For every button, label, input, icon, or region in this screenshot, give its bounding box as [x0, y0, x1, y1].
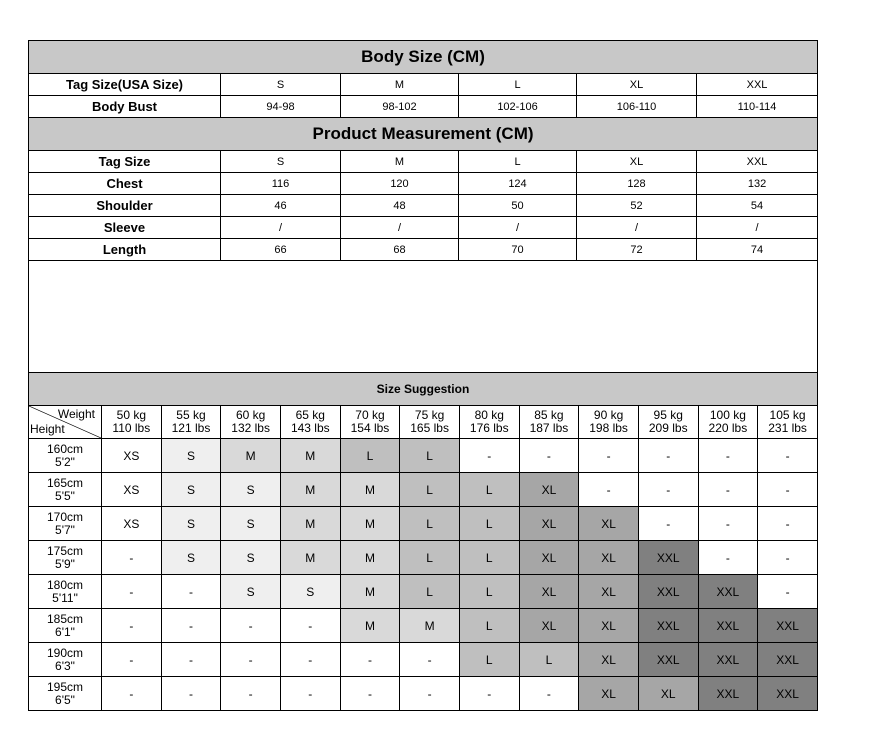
size-cell: S — [161, 473, 221, 507]
measure-cell: 116 — [221, 173, 341, 195]
measure-cell: 110-114 — [697, 96, 818, 118]
weight-header-cell — [340, 406, 400, 439]
weight-lbs: 220 lbs — [708, 421, 748, 435]
size-cell: - — [459, 439, 519, 473]
size-cell: L — [400, 507, 460, 541]
size-cell: XL — [519, 473, 579, 507]
size-cell: - — [579, 439, 639, 473]
product-measurement-row — [29, 217, 818, 239]
weight-lbs: 231 lbs — [768, 421, 807, 435]
height-cm: 185cm — [46, 611, 84, 626]
weight-kg: 75 kg — [414, 408, 445, 422]
weight-header-cell — [280, 406, 340, 439]
size-cell: M — [280, 473, 340, 507]
height-header-cell — [29, 439, 102, 473]
measure-cell: 50 — [459, 195, 577, 217]
body-size-banner — [29, 41, 818, 74]
measure-cell: 98-102 — [341, 96, 459, 118]
height-header-cell — [29, 575, 102, 609]
size-cell: M — [340, 473, 400, 507]
spacer-cell — [29, 261, 818, 373]
size-cell: - — [221, 643, 281, 677]
measure-cell: 94-98 — [221, 96, 341, 118]
weight-header-cell — [221, 406, 281, 439]
measure-cell: / — [341, 217, 459, 239]
size-chart — [28, 40, 817, 711]
row-label: Tag Size(USA Size) — [29, 74, 221, 96]
size-cell: - — [758, 507, 818, 541]
height-row — [29, 541, 818, 575]
size-cell: - — [400, 643, 460, 677]
height-cm: 175cm — [46, 543, 84, 558]
size-cell: - — [280, 609, 340, 643]
size-cell: M — [340, 609, 400, 643]
weight-lbs: 187 lbs — [529, 421, 569, 435]
measure-cell: 102-106 — [459, 96, 577, 118]
size-cell: XXL — [758, 677, 818, 711]
weight-lbs: 132 lbs — [231, 421, 270, 435]
size-cell: M — [400, 609, 460, 643]
size-cell: XL — [579, 507, 639, 541]
measurement-table — [28, 40, 818, 372]
size-suggestion-title: Size Suggestion — [29, 373, 818, 406]
weight-lbs: 110 lbs — [112, 421, 151, 435]
height-ft: 5'7" — [55, 522, 75, 537]
body-size-title: Body Size (CM) — [29, 41, 818, 74]
measure-cell: XL — [577, 151, 697, 173]
weight-kg: 85 kg — [534, 408, 564, 422]
size-cell: L — [400, 439, 460, 473]
body-size-row — [29, 74, 818, 96]
size-cell: M — [340, 507, 400, 541]
size-cell: - — [161, 643, 221, 677]
measure-cell: XL — [577, 74, 697, 96]
size-cell: - — [340, 677, 400, 711]
weight-kg: 105 kg — [769, 408, 806, 422]
weight-header-cell — [579, 406, 639, 439]
size-cell: - — [758, 541, 818, 575]
measure-cell: XXL — [697, 151, 818, 173]
size-cell: S — [161, 439, 221, 473]
height-ft: 5'2" — [55, 454, 75, 469]
body-size-row — [29, 96, 818, 118]
size-cell: - — [340, 643, 400, 677]
size-cell: - — [400, 677, 460, 711]
measure-cell: 66 — [221, 239, 341, 261]
weight-kg: 60 kg — [235, 408, 266, 422]
row-label: Chest — [29, 173, 221, 195]
measure-cell: / — [697, 217, 818, 239]
size-cell: XS — [102, 473, 162, 507]
size-cell: - — [161, 609, 221, 643]
height-header-cell — [29, 643, 102, 677]
weight-header-cell — [519, 406, 579, 439]
size-cell: XL — [638, 677, 698, 711]
size-cell: XXL — [698, 643, 758, 677]
size-cell: - — [102, 575, 162, 609]
weight-header-cell — [698, 406, 758, 439]
size-cell: L — [400, 575, 460, 609]
height-header-cell — [29, 473, 102, 507]
size-cell: M — [280, 439, 340, 473]
measure-cell: 72 — [577, 239, 697, 261]
size-cell: - — [161, 677, 221, 711]
size-cell: L — [400, 473, 460, 507]
weight-lbs: 143 lbs — [290, 421, 330, 435]
height-row — [29, 643, 818, 677]
measure-cell: 128 — [577, 173, 697, 195]
weight-kg: 100 kg — [709, 408, 746, 422]
height-header-cell — [29, 609, 102, 643]
size-cell: XL — [579, 609, 639, 643]
weight-header-cell — [102, 406, 162, 439]
height-header-cell — [29, 507, 102, 541]
height-header-cell — [29, 541, 102, 575]
size-cell: - — [161, 575, 221, 609]
size-cell: XL — [519, 575, 579, 609]
size-cell: XS — [102, 439, 162, 473]
size-cell: XXL — [638, 609, 698, 643]
product-measurement-row — [29, 239, 818, 261]
size-cell: M — [221, 439, 281, 473]
size-cell: M — [340, 541, 400, 575]
height-row — [29, 575, 818, 609]
measure-cell: 48 — [341, 195, 459, 217]
size-cell: S — [221, 507, 281, 541]
size-cell: - — [758, 439, 818, 473]
measure-cell: 120 — [341, 173, 459, 195]
weight-kg: 55 kg — [176, 408, 206, 422]
height-cm: 180cm — [46, 577, 84, 592]
size-cell: - — [102, 609, 162, 643]
size-cell: XL — [579, 575, 639, 609]
measure-cell: M — [341, 151, 459, 173]
weight-header-row — [29, 406, 818, 439]
measure-cell: 70 — [459, 239, 577, 261]
height-ft: 5'9" — [55, 556, 75, 571]
size-cell: - — [102, 677, 162, 711]
weight-kg: 50 kg — [116, 408, 146, 422]
size-cell: L — [340, 439, 400, 473]
size-cell: L — [459, 575, 519, 609]
size-cell: S — [280, 575, 340, 609]
size-cell: - — [280, 677, 340, 711]
height-ft: 5'5" — [55, 488, 75, 503]
product-measurement-row — [29, 195, 818, 217]
size-cell: L — [519, 643, 579, 677]
weight-header-cell — [459, 406, 519, 439]
size-cell: L — [459, 609, 519, 643]
weight-lbs: 154 lbs — [350, 421, 390, 435]
height-ft: 5'11" — [52, 590, 78, 605]
weight-kg: 65 kg — [295, 408, 325, 422]
size-cell: L — [459, 473, 519, 507]
size-cell: - — [221, 609, 281, 643]
height-ft: 6'1" — [55, 624, 75, 639]
size-cell: - — [698, 507, 758, 541]
size-cell: XL — [579, 677, 639, 711]
measure-cell: 106-110 — [577, 96, 697, 118]
product-measurement-row — [29, 151, 818, 173]
measure-cell: L — [459, 74, 577, 96]
measure-cell: L — [459, 151, 577, 173]
size-cell: - — [102, 643, 162, 677]
measure-cell: XXL — [697, 74, 818, 96]
size-cell: M — [280, 507, 340, 541]
size-cell: XXL — [698, 677, 758, 711]
height-row — [29, 677, 818, 711]
height-row — [29, 439, 818, 473]
size-cell: XXL — [638, 541, 698, 575]
size-cell: - — [698, 473, 758, 507]
size-cell: - — [221, 677, 281, 711]
size-cell: S — [221, 473, 281, 507]
size-cell: S — [161, 541, 221, 575]
size-cell: XS — [102, 507, 162, 541]
size-cell: XXL — [698, 609, 758, 643]
weight-kg: 80 kg — [474, 408, 504, 422]
height-row — [29, 473, 818, 507]
height-cm: 165cm — [46, 475, 84, 490]
height-ft: 6'3" — [55, 658, 75, 673]
measure-cell: 132 — [697, 173, 818, 195]
product-measurement-banner — [29, 118, 818, 151]
measure-cell: 124 — [459, 173, 577, 195]
size-cell: - — [698, 439, 758, 473]
weight-header-cell — [400, 406, 460, 439]
weight-lbs: 176 lbs — [469, 421, 509, 435]
size-cell: S — [221, 541, 281, 575]
size-cell: - — [638, 507, 698, 541]
size-suggestion-table — [28, 372, 818, 711]
size-cell: XL — [519, 609, 579, 643]
row-label: Body Bust — [29, 96, 221, 118]
measure-cell: 68 — [341, 239, 459, 261]
size-cell: - — [638, 439, 698, 473]
size-cell: M — [340, 575, 400, 609]
measure-cell: M — [341, 74, 459, 96]
size-cell: XXL — [698, 575, 758, 609]
size-cell: L — [459, 541, 519, 575]
height-row — [29, 507, 818, 541]
size-cell: S — [161, 507, 221, 541]
size-cell: XXL — [638, 575, 698, 609]
measure-cell: / — [577, 217, 697, 239]
measure-cell: S — [221, 74, 341, 96]
weight-kg: 90 kg — [593, 408, 624, 422]
size-cell: - — [459, 677, 519, 711]
size-cell: M — [280, 541, 340, 575]
weight-header-cell — [758, 406, 818, 439]
weight-header-cell — [638, 406, 698, 439]
size-cell: XL — [579, 541, 639, 575]
size-suggestion-banner — [29, 373, 818, 406]
row-label: Tag Size — [29, 151, 221, 173]
product-measurement-row — [29, 173, 818, 195]
size-cell: XL — [519, 507, 579, 541]
measure-cell: 46 — [221, 195, 341, 217]
size-cell: L — [400, 541, 460, 575]
size-cell: - — [698, 541, 758, 575]
size-cell: - — [280, 643, 340, 677]
weight-kg: 70 kg — [355, 408, 385, 422]
height-ft: 6'5" — [55, 692, 75, 707]
spacer-row — [29, 261, 818, 373]
measure-cell: / — [221, 217, 341, 239]
weight-lbs: 209 lbs — [648, 421, 688, 435]
size-cell: XXL — [758, 643, 818, 677]
row-label: Sleeve — [29, 217, 221, 239]
weight-lbs: 165 lbs — [410, 421, 449, 435]
weight-header-cell — [161, 406, 221, 439]
size-cell: L — [459, 507, 519, 541]
size-cell: XL — [579, 643, 639, 677]
row-label: Shoulder — [29, 195, 221, 217]
weight-kg: 95 kg — [653, 408, 683, 422]
weight-height-corner — [29, 406, 102, 439]
size-cell: L — [459, 643, 519, 677]
row-label: Length — [29, 239, 221, 261]
size-cell: - — [519, 677, 579, 711]
height-cm: 195cm — [46, 679, 84, 694]
height-row — [29, 609, 818, 643]
weight-axis-label: Weight — [57, 407, 95, 421]
size-cell: - — [102, 541, 162, 575]
measure-cell: 54 — [697, 195, 818, 217]
height-cm: 190cm — [46, 645, 84, 660]
measure-cell: 74 — [697, 239, 818, 261]
size-cell: XXL — [638, 643, 698, 677]
height-cm: 160cm — [46, 441, 84, 456]
height-cm: 170cm — [46, 509, 84, 524]
size-cell: XL — [519, 541, 579, 575]
size-cell: - — [519, 439, 579, 473]
size-cell: - — [579, 473, 639, 507]
size-cell: XXL — [758, 609, 818, 643]
weight-lbs: 198 lbs — [589, 421, 628, 435]
size-cell: - — [638, 473, 698, 507]
measure-cell: S — [221, 151, 341, 173]
product-measurement-title: Product Measurement (CM) — [29, 118, 818, 151]
measure-cell: 52 — [577, 195, 697, 217]
height-header-cell — [29, 677, 102, 711]
height-axis-label: Height — [30, 422, 65, 436]
size-cell: - — [758, 575, 818, 609]
size-cell: - — [758, 473, 818, 507]
measure-cell: / — [459, 217, 577, 239]
weight-lbs: 121 lbs — [171, 421, 211, 435]
size-cell: S — [221, 575, 281, 609]
